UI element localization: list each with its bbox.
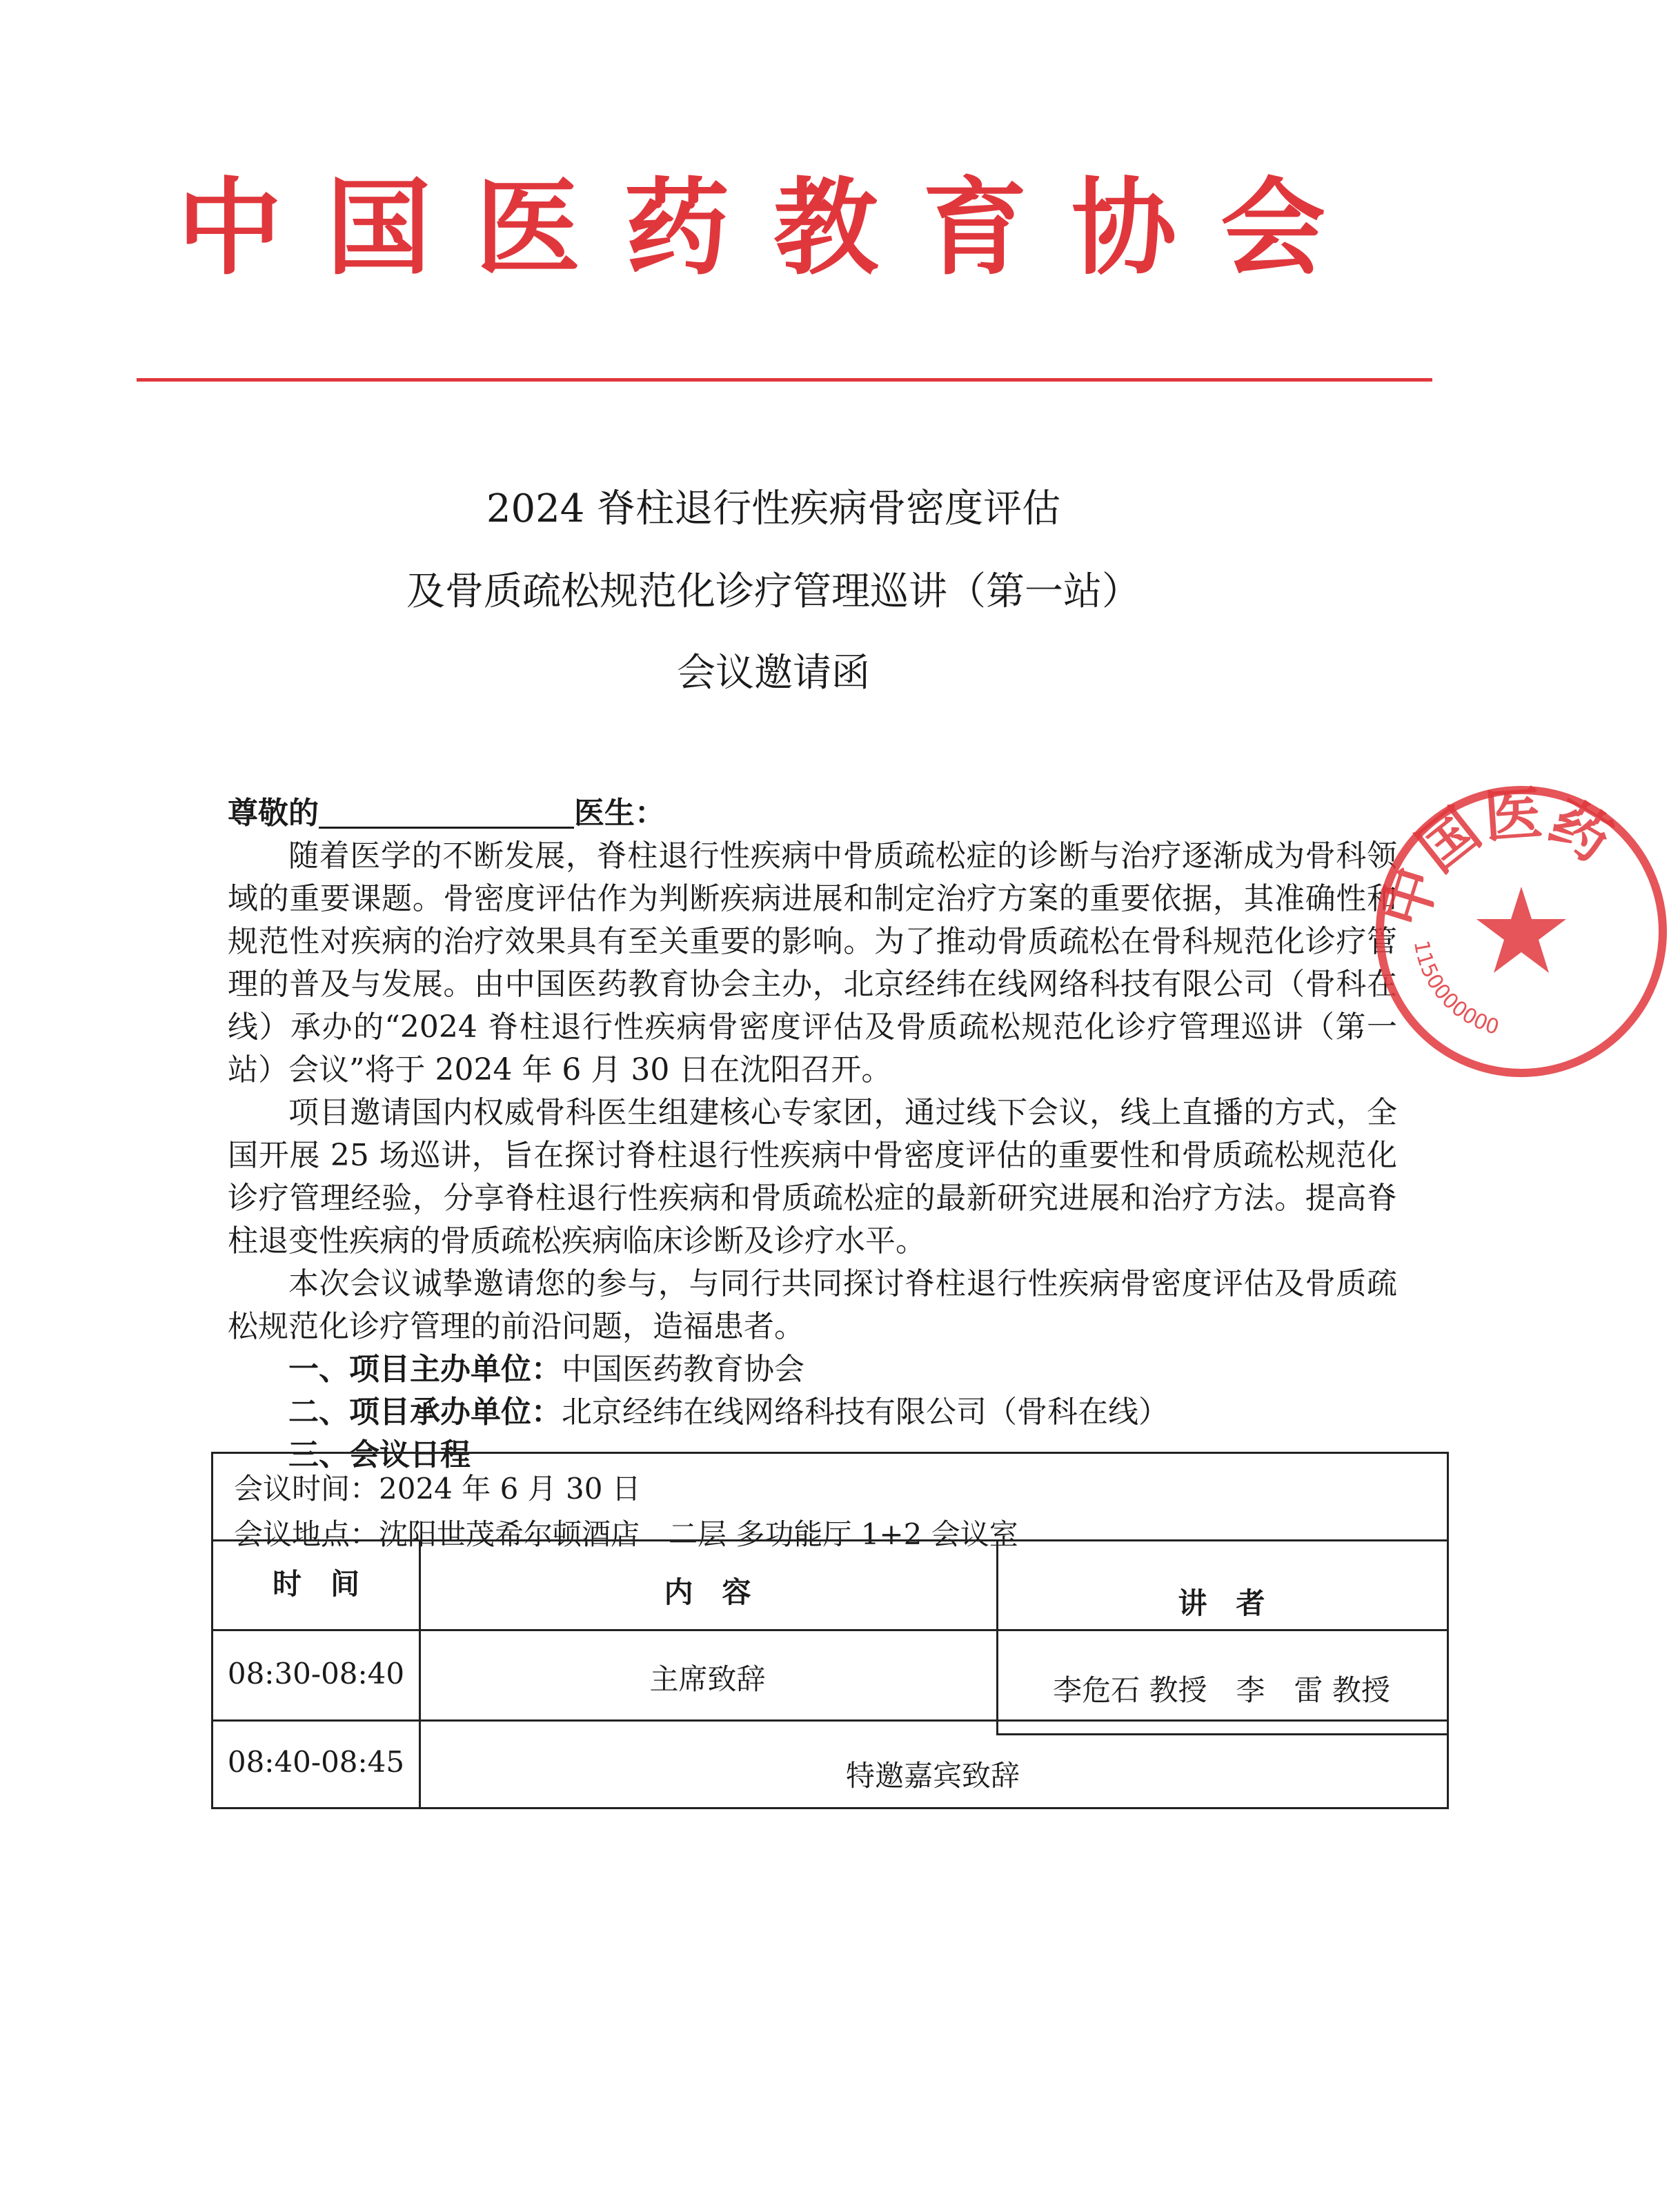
paragraph-3: 本次会议诚挚邀请您的参与，与同行共同探讨脊柱退行性疾病骨密度评估及骨质疏松规范化诊疗管理的前沿问题，造福患者。 [228,1266,1397,1344]
row-1-speaker: 李危石 教授 李 雷 教授 [1053,1673,1390,1707]
row-1-time: 08:30-08:40 [227,1657,405,1690]
row-2-time: 08:40-08:45 [227,1745,405,1779]
table-divider-row-1 [213,1719,1447,1722]
recipient-name-blank [319,795,574,829]
header-time: 时 间 [272,1567,359,1601]
table-divider-header-top [213,1539,1447,1541]
organization-letterhead: 中国医药教育协会 [177,167,1370,289]
paragraph-1: 随着医学的不断发展，脊柱退行性疾病中骨质疏松症的诊断与治疗逐渐成为骨科领域的重要课题。骨密度评估作为判断疾病进展和制定治疗方案的重要依据，其准确性和规范性对疾病的治疗效果具有至关重要的影响。为了推动骨质疏松在骨科规范化诊疗管理的普及与发展。由中国医药教育协会主办，北京经纬在线网络科技有限公司（骨科在线）承办的“2024 脊柱退行性疾病骨密度评估及骨质疏松规范化诊疗管理巡讲（第一站）会议”将于 2024 年 6 月 30 日在沈阳召开。 [228,838,1397,1087]
salutation-prefix: 尊敬的 [228,796,319,831]
salutation-suffix: 医生： [574,796,665,831]
paragraph-2: 项目邀请国内权威骨科医生组建核心专家团，通过线下会议，线上直播的方式，全国开展 25 场巡讲，旨在探讨脊柱退行性疾病中骨密度评估的重要性和骨质疏松规范化诊疗管理经验，分享脊柱退行性疾病和骨质疏松症的最新研究进展和治疗方法。提高脊柱退变性疾病的骨质疏松疾病临床诊断及诊疗水平。 [228,1095,1397,1259]
undertaker-label: 二、项目承办单位： [288,1394,562,1430]
svg-text:中国医药 [1369,780,1622,935]
document-title-line-2: 及骨质疏松规范化诊疗管理巡讲（第一站） [406,569,1140,614]
table-divider-row-1-speaker [996,1733,1447,1735]
letterhead-divider [137,378,1432,382]
seal-number: 1150000000 [1408,938,1502,1041]
row-1-content: 主席致辞 [649,1662,766,1696]
organizer-label: 一、项目主办单位： [288,1352,562,1387]
seal-text: 中国医药 [1369,779,1623,935]
schedule-table [211,1452,1449,1809]
organizer-item [228,1348,1397,1391]
document-title-line-3: 会议邀请函 [677,651,870,696]
undertaker-value: 北京经纬在线网络科技有限公司（骨科在线） [562,1394,1169,1430]
meeting-time: 会议时间：2024 年 6 月 30 日 [234,1472,641,1506]
salutation [228,792,1397,835]
official-seal [1363,773,1680,1090]
meeting-place: 会议地点：沈阳世茂希尔顿酒店 二层 多功能厅 1+2 会议室 [234,1517,1018,1551]
table-divider-header-bottom [213,1629,1447,1631]
undertaker-item [228,1391,1397,1434]
seal-star-icon [1476,887,1566,973]
organizer-value: 中国医药教育协会 [562,1352,804,1387]
letter-body [228,792,1397,1477]
row-2-content: 特邀嘉宾致辞 [845,1759,1020,1793]
header-speaker: 讲 者 [1178,1586,1265,1620]
agenda-heading: 三、会议日程 [288,1437,471,1472]
svg-text:1150000000 [1409,938,1502,1040]
header-content: 内 容 [664,1575,751,1609]
meeting-info [234,1466,1018,1557]
document-title-line-1: 2024 脊柱退行性疾病骨密度评估 [486,486,1061,531]
